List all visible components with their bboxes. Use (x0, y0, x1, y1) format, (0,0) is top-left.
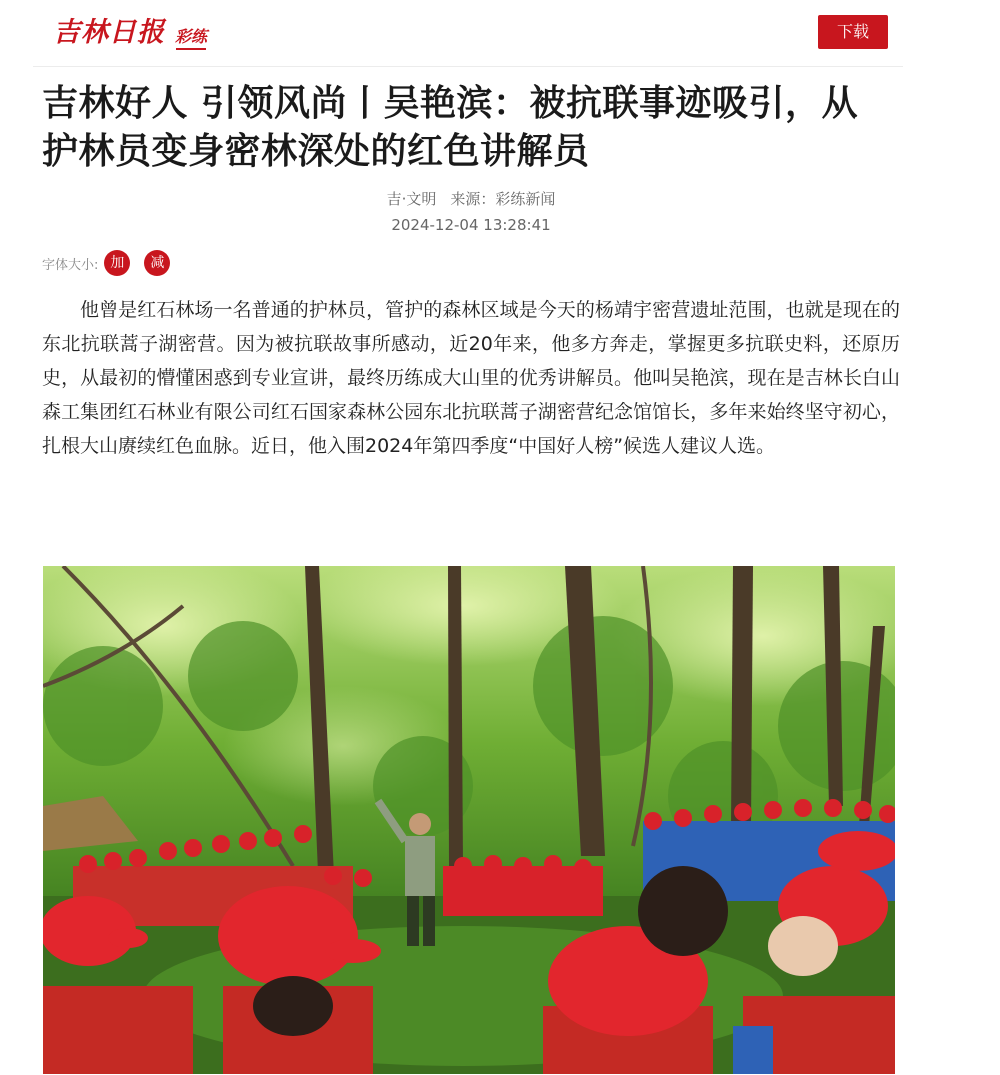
logo-sub (175, 29, 207, 50)
article-paragraph: 他曾是红石林场一名普通的护林员，管护的森林区域是今天的杨靖宇密营遗址范围，也就是现在的东北抗联蒿子湖密营。因为被抗联故事所感动，近20年来，他多方奔走，掌握更多抗联史料，还原历史，从最初的懵懂困惑到专业宣讲，最终历练成大山里的优秀讲解员。他叫吴艳滨，现在是吉林长白山森工集团红石林业有限公司红石国家森林公园东北抗联蒿子湖密营纪念馆馆长，多年来始终坚守初心，扎根大山赓续红色血脉。近日，他入围2024年第四季度“中国好人榜”候选人建议人选。 (42, 299, 900, 457)
article-title: 吉林好人 引领风尚丨吴艳滨：被抗联事迹吸引，从护林员变身密林深处的红色讲解员 (42, 83, 859, 172)
font-size-control (42, 250, 170, 276)
download-button[interactable]: 下载 (818, 15, 888, 49)
site-header (33, 0, 903, 67)
article-byline (42, 188, 900, 209)
forest-scene-image (43, 566, 895, 1074)
article-photo (43, 566, 895, 1074)
article-author: 吉·文明 (386, 190, 437, 208)
font-decrease-button[interactable]: 减 (144, 250, 170, 276)
article-source: 来源：彩练新闻 (450, 190, 556, 208)
font-size-label: 字体大小: (42, 257, 99, 273)
logo-sub-text: 彩练 (175, 27, 208, 46)
logo-main-text: 吉林日报 (53, 17, 165, 48)
site-logo[interactable] (53, 16, 207, 50)
font-increase-button[interactable]: 加 (104, 250, 130, 276)
logo-underline (176, 48, 206, 50)
article-datetime: 2024-12-04 13:28:41 (391, 216, 551, 234)
